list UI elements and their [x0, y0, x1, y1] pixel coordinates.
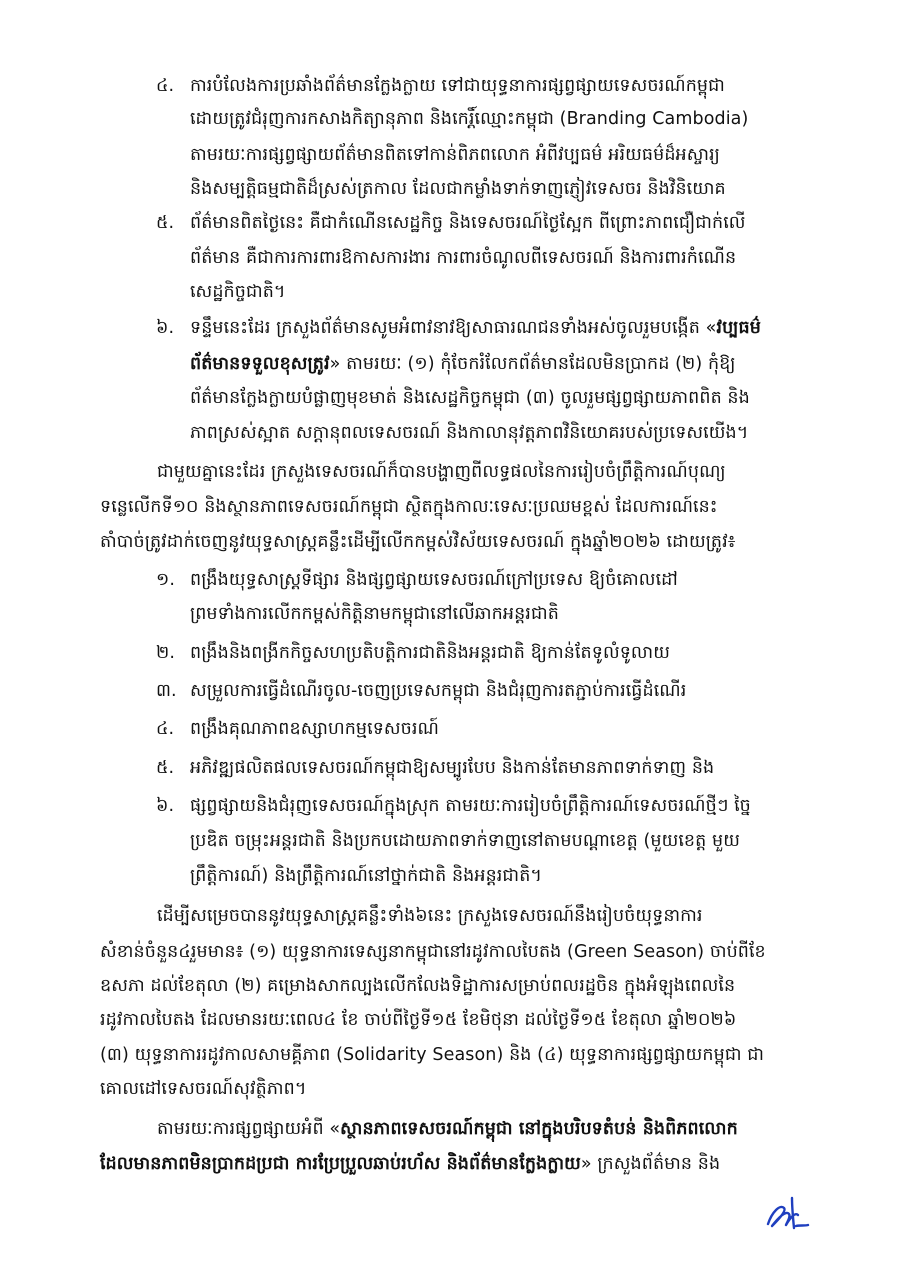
item-a4-number: ៤. — [156, 76, 175, 96]
para2-line4: រដូវកាលបៃតង ដែលមានរយៈពេល៤ ខែ ចាប់ពីថ្ងៃទី១៥ ខែមិថុនា ដល់ថ្ងៃទី១៥ ខែតុលា ឆ្នាំ២០២៦ — [100, 1010, 737, 1030]
item-a4-line2: ដោយត្រូវជំរុញការកសាងកិត្យានុភាព និងកេរ្តិ៍ឈ្មោះកម្ពុជា (Branding Cambodia) — [190, 109, 749, 129]
item-b5-line1: ៥. អភិវឌ្ឍផលិតផលទេសចរណ៍កម្ពុជាឱ្យសម្បូរបែប និងកាន់តែមានភាពទាក់ទាញ និង — [156, 758, 715, 778]
para1-line2: ទន្លេលើកទី១០ និងស្ថានភាពទេសចរណ៍កម្ពុជា ស្ថិតក្នុងកាលៈទេសៈប្រឈមខ្ពស់ ដែលការណ៍នេះ — [100, 497, 718, 517]
item-a4-line1: ៤. ការបំលែងការប្រឆាំងព័ត៌មានក្លែងក្លាយ ទៅជាយុទ្ធនាការផ្សព្វផ្សាយទេសចរណ៍កម្ពុជា — [156, 76, 725, 96]
item-b1-number: ១. — [156, 570, 176, 590]
para2-line3: ឧសភា ដល់ខែតុលា (២) គម្រោងសាកល្បងលើកលែងទិដ្ឋាការសម្រាប់ពលរដ្ឋចិន ក្នុងអំឡុងពេលនៃ — [100, 976, 736, 996]
item-b3-number: ៣. — [156, 681, 177, 701]
item-a5-line2: ព័ត៌មាន គឺជាការការពារឱកាសការងារ ការពារចំណូលពីទេសចរណ៍ និងការពារកំណើន — [190, 248, 737, 268]
item-a6-line1: ៦. ទន្ទឹមនេះដែរ ក្រសួងព័ត៌មានសូមអំពាវនាវឱ្យសាធារណជនទាំងអស់ចូលរួមបង្កើត «វប្បធម៌ — [156, 318, 761, 338]
item-a5-line1: ៥. ព័ត៌មានពិតថ្ងៃនេះ គឺជាកំណើនសេដ្ឋកិច្ច និងទេសចរណ៍ថ្ងៃស្អែក ពីព្រោះភាពជឿជាក់លើ — [156, 213, 746, 233]
item-a4-line3: តាមរយៈការផ្សព្វផ្សាយព័ត៌មានពិតទៅកាន់ពិភពលោក អំពីវប្បធម៌ អរិយធម៌ដ៏អស្ចារ្យ — [190, 145, 720, 165]
item-b5-number: ៥. — [156, 758, 175, 778]
para2-line1: ដើម្បីសម្រេចបាននូវយុទ្ធសាស្ត្រគន្លឹះទាំង៦នេះ ក្រសួងទេសចរណ៍នឹងរៀបចំយុទ្ធនាការ — [157, 906, 703, 926]
para3-line1: តាមរយៈការផ្សព្វផ្សាយអំពី «ស្ថានភាពទេសចរណ៍កម្ពុជា នៅក្នុងបរិបទតំបន់ និងពិភពលោក — [157, 1119, 738, 1139]
item-b2-line1: ២. ពង្រឹងនិងពង្រីកកិច្ចសហប្រតិបត្តិការជាតិនិងអន្តរជាតិ ឱ្យកាន់តែទូលំទូលាយ — [156, 643, 671, 663]
para2-line6: គោលដៅទេសចរណ៍សុវត្ថិភាព។ — [100, 1079, 307, 1099]
item-b1-line2: ព្រមទាំងការលើកកម្ពស់កិត្តិនាមកម្ពុជានៅលើឆាកអន្តរជាតិ — [190, 604, 559, 624]
para2-line2: សំខាន់ចំនួន៤រួមមាន៖ (១) យុទ្ធនាការទេស្សនាកម្ពុជានៅរដូវកាលបៃតង (Green Season) ចាប់ពីខែ — [100, 942, 766, 962]
item-b6-line1: ៦. ផ្សព្វផ្សាយនិងជំរុញទេសចរណ៍ក្នុងស្រុក តាមរយៈការរៀបចំព្រឹត្តិការណ៍ទេសចរណ៍ថ្មីៗ ច្នៃ — [156, 796, 751, 816]
item-a6-line2: ព័ត៌មានទទួលខុសត្រូវ» តាមរយៈ (១) កុំចែករំលែកព័ត៌មានដែលមិនប្រាកដ (២) កុំឱ្យ — [190, 354, 736, 374]
item-a5-line3: សេដ្ឋកិច្ចជាតិ។ — [190, 282, 286, 302]
item-b2-number: ២. — [156, 643, 176, 663]
item-b6-line2: ប្រឌិត ចម្រុះអន្តរជាតិ និងប្រកបដោយភាពទាក់ទាញនៅតាមបណ្តាខេត្ត (មួយខេត្ត មួយ — [190, 831, 740, 851]
item-a4-line4: និងសម្បត្តិធម្មជាតិដ៏ស្រស់ត្រកាល ដែលជាកម្លាំងទាក់ទាញភ្ញៀវទេសចរ និងវិនិយោគ — [190, 179, 726, 199]
item-a6-line3: ព័ត៌មានក្លែងក្លាយបំផ្លាញមុខមាត់ និងសេដ្ឋកិច្ចកម្ពុជា (៣) ចូលរួមផ្សព្វផ្សាយភាពពិត និង — [190, 388, 750, 408]
item-a6-line4: ភាពស្រស់ស្អាត សក្តានុពលទេសចរណ៍ និងកាលានុវត្តភាពវិនិយោគរបស់ប្រទេសយើង។ — [190, 423, 749, 443]
item-a6-number: ៦. — [156, 318, 175, 338]
item-b3-line1: ៣. សម្រួលការធ្វើដំណើរចូល-ចេញប្រទេសកម្ពុជា និងជំរុញការតភ្ជាប់ការធ្វើដំណើរ — [156, 681, 687, 701]
para1-line1: ជាមួយគ្នានេះដែរ ក្រសួងទេសចរណ៍ក៏បានបង្ហាញពីលទ្ធផលនៃការរៀបចំព្រឹត្តិការណ៍បុណ្យ — [157, 462, 726, 482]
para3-line2: ដែលមានភាពមិនប្រាកដប្រជា ការប្រែប្រួលឆាប់រហ័ស និងព័ត៌មានក្លែងក្លាយ» ក្រសួងព័ត៌មាន និង — [100, 1154, 721, 1174]
item-b4-number: ៤. — [156, 719, 175, 739]
initials-signature-mark — [762, 1192, 812, 1236]
item-a5-number: ៥. — [156, 213, 175, 233]
item-b6-line3: ព្រឹត្តិការណ៍) និងព្រឹត្តិការណ៍នៅថ្នាក់ជាតិ និងអន្តរជាតិ។ — [190, 866, 543, 886]
item-b4-line1: ៤. ពង្រឹងគុណភាពឧស្សាហកម្មទេសចរណ៍ — [156, 719, 439, 739]
para2-line5: (៣) យុទ្ធនាការរដូវកាលសាមគ្គីភាព (Solidarity Season) និង (៤) យុទ្ធនាការផ្សព្វផ្សាយកម្ពុជា ជា — [100, 1045, 765, 1065]
item-b6-number: ៦. — [156, 796, 175, 816]
item-b1-line1: ១. ពង្រឹងយុទ្ធសាស្ត្រទីផ្សារ និងផ្សព្វផ្សាយទេសចរណ៍ក្រៅប្រទេស ឱ្យចំគោលដៅ — [156, 570, 678, 590]
para1-line3: តាំបាច់ត្រូវដាក់ចេញនូវយុទ្ធសាស្ត្រគន្លឹះដើម្បីលើកកម្ពស់វិស័យទេសចរណ៍ ក្នុងឆ្នាំ២០២៦ ដោយត្រូវ៖ — [100, 532, 736, 552]
